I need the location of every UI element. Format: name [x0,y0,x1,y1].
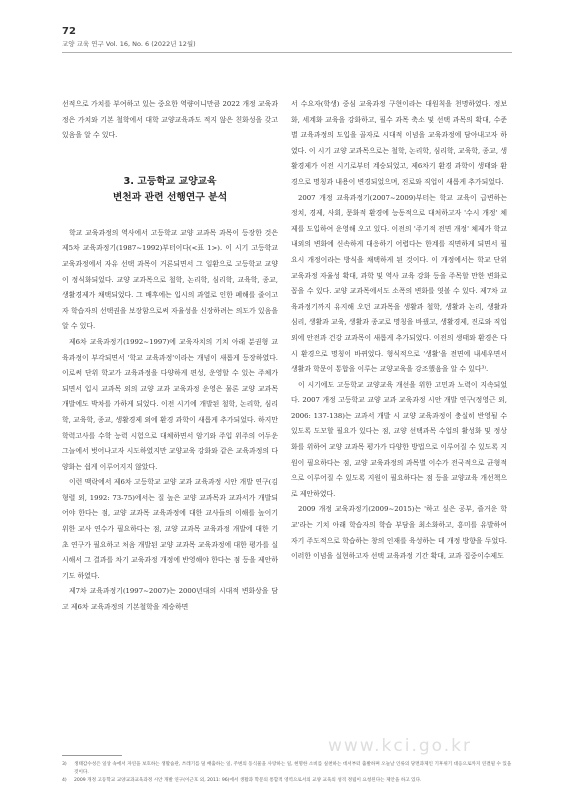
section-title-line2: 변천과 관련 선행연구 분석 [112,191,228,203]
header-divider [62,52,512,53]
body-paragraph: 이 시기에도 고등학교 교양교육 개선을 위한 고민과 노력이 지속되었다. 2007 개정 고등학교 교양 교과 교육과정 시안 개발 연구(정영근 외, 2006: 137-138)는 교과서 개발 시 교양 교육과정이 충실히 반영될 수 있도록 도모할 필요가 있다는 점, 교양 선택과목 수업의 활성화 및 정상화를 위하여 교양 교과목 평가가 다양한 방법으로 이루어질 수 있도록 지원이 필요하다는 점, 교양 교육과정의 과목별 이수가 전국적으로 균형적으로 이루어질 수 있도록 지원이 필요하다는 점 등을 교양교육 개선책으로 제안하였다. [291,380,507,498]
journal-citation: 교양 교육 연구 Vol. 16, No. 6 (2022년 12월) [62,40,196,48]
body-paragraph: 서 수요자(학생) 중심 교육과정 구현이라는 대원칙을 천명하였다. 정보화, 세계화 교육을 강화하고, 필수 과목 축소 및 선택 과목의 확대, 수준별 교육과정의 도입을 골자로 시대적 이념을 교육과정에 담아내고자 하였다. 이 시기 교양 교과목으로는 철학, 논리학, 심리학, 교육학, 종교, 생활경제가 이전 시기로부터 계승되었고, 제6차기 환경 과학이 생태와 환경으로 명칭과 내용이 변경되었으며, 진로와 직업이 새롭게 추가되었다. [291,100,507,186]
footnote-divider [62,755,122,756]
left-column [62,97,278,616]
intro-paragraph: 선적으로 가치를 부여하고 있는 중요한 역량이니만큼 2022 개정 교육과정은 가치와 기본 철학에서 대학 교양교육과도 적지 않은 친화성을 갖고 있음을 알 수 있다. [62,100,278,140]
body-paragraph: 이런 맥락에서 제6차 고등학교 교양 교과 교육과정 시안 개발 연구(김형렬 외, 1992: 73-75)에서는 질 높은 교양 교과목과 교과서가 개발되어야 한다는 점, 교양 교과목 교육과정에 대한 교사들의 이해를 높이기 위한 교사 연수가 필요하다는 점, 교양 교과목 교육과정 개발에 대한 기초 연구가 필요하고 처음 개발된 교양 교과목 교육과정에 대한 평가를 실시해서 그 결과를 차기 교육과정 개정에 반영해야 한다는 점 등을 제안하기도 하였다. [62,478,278,580]
footnote [62,761,512,777]
footnote [62,777,512,785]
page-header [62,26,512,49]
page-number: 72 [62,26,76,37]
body-paragraph: 2007 개정 교육과정기(2007~2009)부터는 학교 교육이 급변하는 정치, 경제, 사회, 문화적 환경에 능동적으로 대처하고자 '수시 개정' 체제를 도입하여 운영해 오고 있다. 이전의 '주기적 전면 개정' 체제가 학교 내외의 변화에 신속하게 대응하기 어렵다는 한계를 직면하게 되면서 필요시 개정이라는 방식을 채택하게 된 것이다. 이 개정에서는 학교 단위 교육과정 자율성 확대, 과학 및 역사 교육 강화 등을 주목할 만한 변화로 꼽을 수 있다. 교양 교과목에서도 소폭의 변화를 엿볼 수 있다. 제7차 교육과정기까지 유지해 오던 교과목을 생활과 철학, 생활과 논리, 생활과 심리, 생활과 교육, 생활과 종교로 명칭을 바꿨고, 생활경제, 진로와 직업 외에 안전과 건강 교과목이 새롭게 추가되었다. 이전의 생태와 환경은 다시 환경으로 명칭이 바뀌었다. 형식적으로 '생활'을 전면에 내세우면서 생활과 학문이 통합을 이루는 교양교육을 강조했음을 알 수 있다³⁾. [291,193,507,374]
watermark: www.kci.go.kr [327,736,472,756]
footnote-text: 2009 개정 고등학교 교양교과교육과정 시안 개발 연구(이근호 외, 2011: 96)에서 생활과 학문의 통합적 영역으로서의 교양 교육의 성격 정립이 요청된다는 제안을 하고 있다. [74,778,422,783]
footnote-mark: 4) [62,778,67,783]
footnote-text: 생태감수성은 일상 속에서 자연을 보호하는 생활습관, 쓰레기를 덜 배출하는 일, 주변의 동식물을 사랑하는 일, 현명한 소비를 실천하는 데서부터 출발하며 오늘날 인류의 당면과제인 기후위기 대응으로까지 연결될 수 있을 것이다. [74,762,512,775]
body-paragraph: 학교 교육과정의 역사에서 고등학교 교양 교과목 과목이 등장한 것은 제5차 교육과정기(1987~1992)부터이다(<표 1>). 이 시기 고등학교 교육과정에서 자유 선택 과목이 거론되면서 그 일환으로 고등학교 교양이 정식화되었다. 교양 교과목으로 철학, 논리학, 심리학, 교육학, 종교, 생활경제가 채택되었다. 그 배후에는 입시의 과열로 인한 폐해를 줄이고자 학습자의 선택권을 보장함으로써 자율성을 신장하려는 의도가 있음을 알 수 있다. [62,228,278,331]
section-title [62,174,278,206]
body-paragraph: 제7차 교육과정기(1997~2007)는 2000년대의 시대적 변화상을 담고 제6차 교육과정의 기본철학을 계승하면 [62,587,278,612]
footnotes [62,761,512,785]
right-column [291,97,507,565]
footnote-mark: 3) [62,762,67,767]
section-title-line1: 3. 고등학교 교양교육 [123,175,217,187]
body-paragraph: 제6차 교육과정기(1992~1997)에 교육자치의 기치 아래 분권형 교육과정이 부각되면서 '학교 교육과정'이라는 개념이 새롭게 등장하였다. 이로써 단위 학교가 교육과정을 다양하게 편성, 운영할 수 있는 주체가 되면서 입시 교과목 외의 교양 교과 교육과정 운영은 물론 교양 교과목 개발에도 박차를 가하게 되었다. 이전 시기에 개발된 철학, 논리학, 심리학, 교육학, 종교, 생활경제 외에 환경 과학이 새롭게 추가되었다. 하지만 학력고사를 수학 능력 시험으로 대체하면서 암기와 주입 위주의 어두운 그늘에서 벗어나고자 시도하였지만 교양교육 강화와 같은 교육과정의 다양화는 쉽게 이루어지지 않았다. [62,337,278,471]
body-paragraph: 2009 개정 교육과정기(2009~2015)는 '하고 싶은 공부, 즐거운 학교'라는 기치 아래 학습자의 학습 부담을 최소화하고, 흥미를 유발하여 자기 주도적으로 학습하는 창의 인재를 육성하는 데 개정 방향을 두었다. 이러한 이념을 실현하고자 선택 교육과정 기간 확대, 교과 집중이수제도 [291,505,507,561]
